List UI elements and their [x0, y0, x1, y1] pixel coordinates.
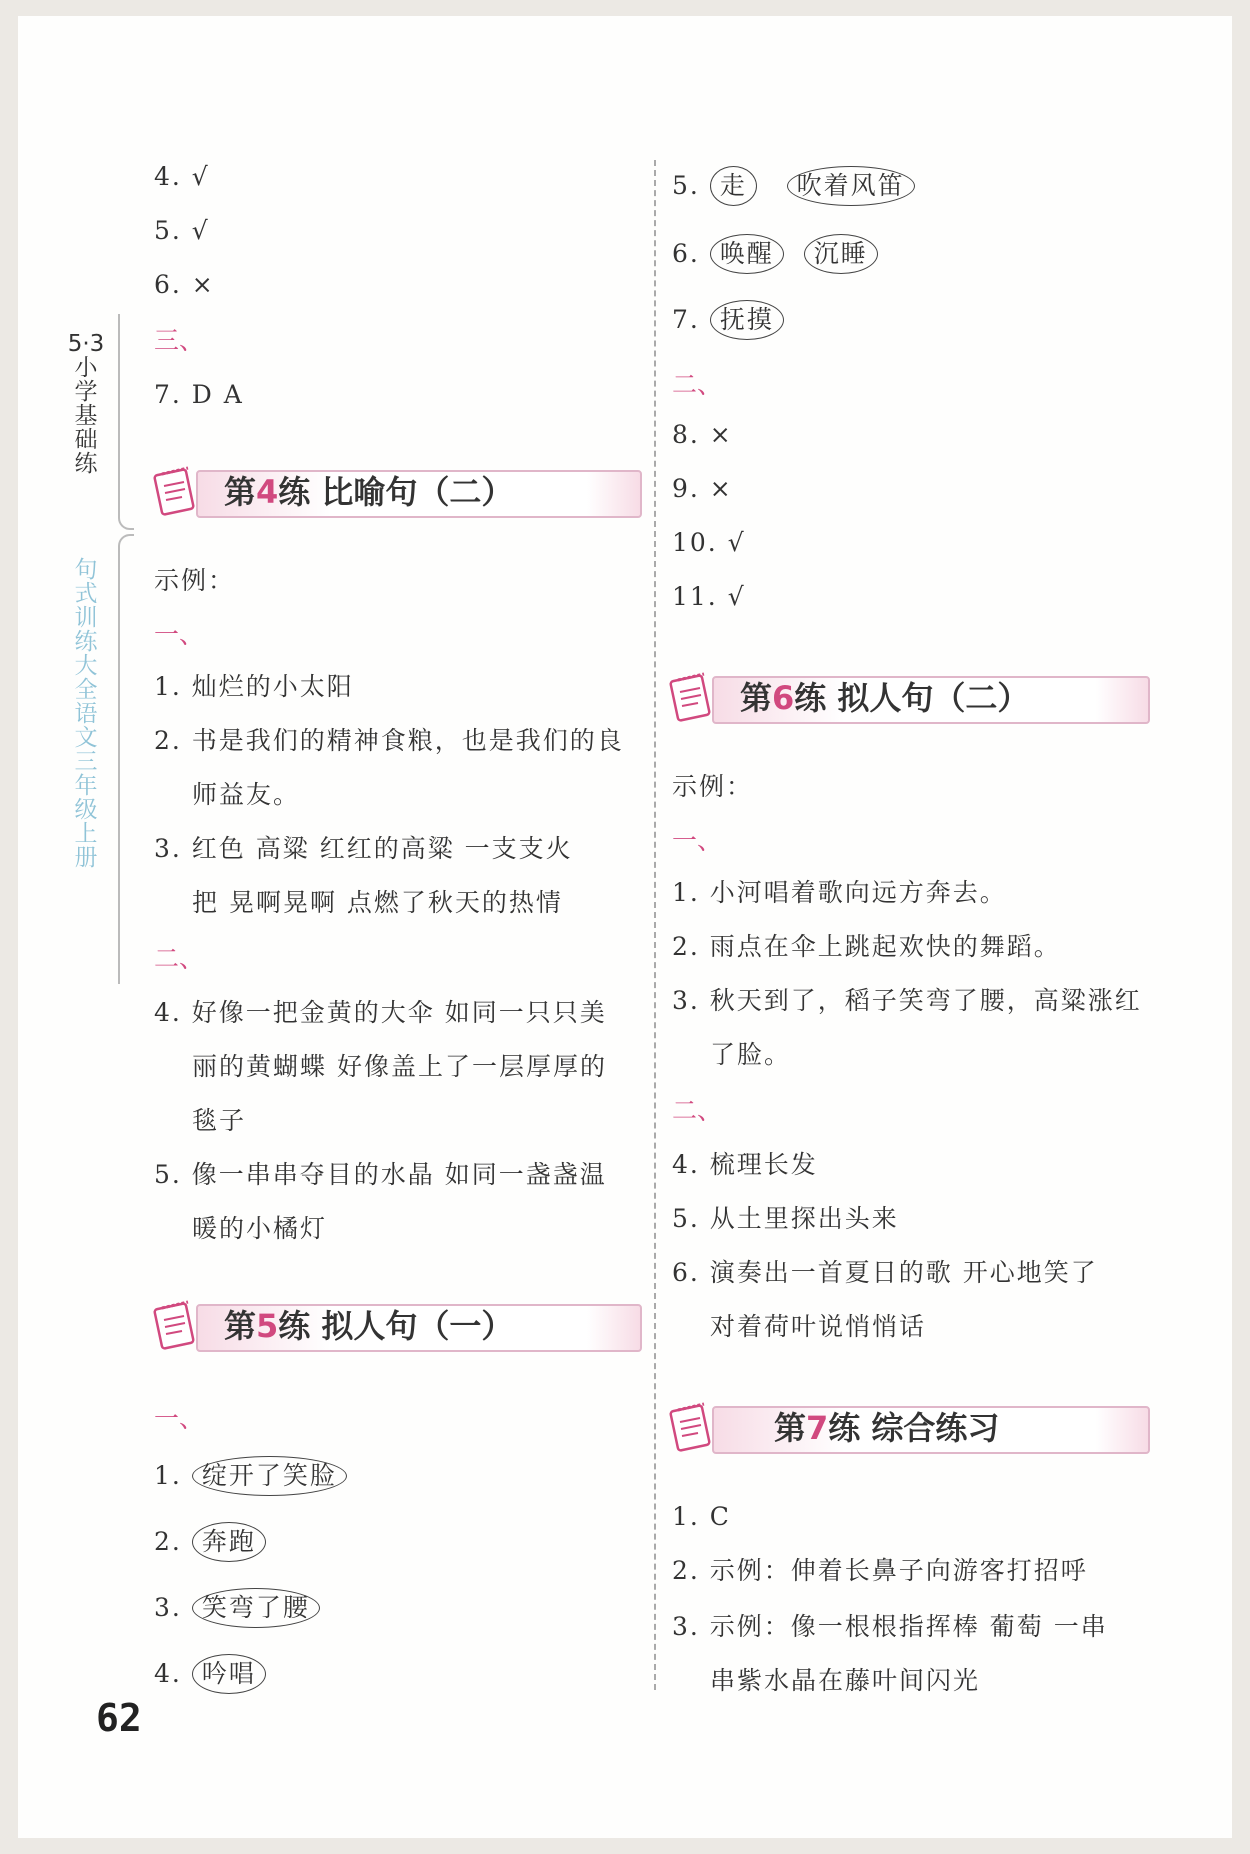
answer-line: 对着荷叶说悄悄话 [710, 1312, 927, 1341]
book-series-label: 5·3小学基础练 [67, 331, 105, 477]
circled-answer: 绽开了笑脸 [192, 1456, 347, 1496]
answer-line: 丽的黄蝴蝶 好像盖上了一层厚厚的 [192, 1052, 607, 1081]
answer-line: 6. 演奏出一首夏日的歌 开心地笑了 [672, 1258, 1098, 1287]
answer-line: 5. 从土里探出头来 [672, 1204, 899, 1233]
circled-answer: 奔跑 [192, 1522, 266, 1562]
answer-line: 3. 示例：像一根根指挥棒 葡萄 一串 [672, 1612, 1108, 1641]
exercise-header [668, 1398, 1150, 1452]
exercise-header [152, 1296, 642, 1350]
answer-line: 6. × [154, 270, 215, 299]
circled-answer: 沉睡 [804, 234, 878, 274]
exercise-header [668, 668, 1150, 722]
answer-line: 把 晃啊晃啊 点燃了秋天的热情 [192, 888, 563, 917]
answer-line: 5. 走 吹着风笛 [672, 166, 915, 206]
exercise-title: 第4练 比喻句（二） [224, 473, 514, 511]
exercise-header [152, 462, 642, 516]
answer-line: 4. 好像一把金黄的大伞 如同一只只美 [154, 998, 607, 1027]
answer-line: 暖的小橘灯 [192, 1214, 328, 1243]
example-label: 示例： [154, 566, 236, 595]
answer-line: 1. 绽开了笑脸 [154, 1456, 347, 1496]
spine-bracket [118, 534, 134, 984]
example-label: 示例： [672, 772, 754, 801]
answer-line: 4. √ [154, 162, 210, 191]
book-title-label: 句式训练大全 语文 三年级 上册 [74, 557, 98, 871]
answer-line: 1. 小河唱着歌向远方奔去。 [672, 878, 1007, 907]
answer-line: 师益友。 [192, 780, 301, 809]
answer-line: 5. 像一串串夺目的水晶 如同一盏盏温 [154, 1160, 607, 1189]
notepad-icon [152, 1296, 200, 1350]
answer-line: 了脸。 [710, 1040, 792, 1069]
exercise-title: 第5练 拟人句（一） [224, 1307, 514, 1345]
section-marker: 二、 [154, 944, 205, 973]
section-marker: 三、 [154, 326, 205, 355]
answer-line: 7. 抚摸 [672, 300, 784, 340]
answer-line: 6. 唤醒 沉睡 [672, 234, 878, 274]
answer-line: 2. 示例：伸着长鼻子向游客打招呼 [672, 1556, 1088, 1585]
answer-line: 11. √ [672, 582, 746, 611]
answer-line: 8. × [672, 420, 733, 449]
circled-answer: 吹着风笛 [787, 166, 915, 206]
section-marker: 二、 [672, 370, 723, 399]
answer-line: 4. 吟唱 [154, 1654, 266, 1694]
notepad-icon [668, 668, 716, 722]
answer-line: 1. 灿烂的小太阳 [154, 672, 354, 701]
circled-answer: 笑弯了腰 [192, 1588, 320, 1628]
answer-line: 9. × [672, 474, 733, 503]
answer-line: 10. √ [672, 528, 746, 557]
answer-line: 3. 秋天到了，稻子笑弯了腰，高粱涨红 [672, 986, 1142, 1015]
answer-line: 1. C [672, 1502, 731, 1531]
answer-line: 4. 梳理长发 [672, 1150, 818, 1179]
section-marker: 二、 [672, 1096, 723, 1125]
section-marker: 一、 [154, 620, 205, 649]
answer-line: 2. 奔跑 [154, 1522, 266, 1562]
answer-line: 3. 红色 高粱 红红的高粱 一支支火 [154, 834, 573, 863]
circled-answer: 吟唱 [192, 1654, 266, 1694]
section-marker: 一、 [672, 826, 723, 855]
exercise-title: 第6练 拟人句（二） [740, 679, 1030, 717]
exercise-title: 第7练 综合练习 [774, 1409, 1000, 1447]
answer-line: 5. √ [154, 216, 210, 245]
answer-line: 串紫水晶在藤叶间闪光 [710, 1666, 981, 1695]
spine-bracket [118, 314, 134, 530]
answer-line: 2. 雨点在伞上跳起欢快的舞蹈。 [672, 932, 1061, 961]
answer-line: 毯子 [192, 1106, 247, 1135]
answer-line: 2. 书是我们的精神食粮，也是我们的良 [154, 726, 624, 755]
circled-answer: 走 [710, 166, 757, 206]
answer-line: 7. D A [154, 380, 244, 409]
page-number: 62 [96, 1696, 142, 1740]
answer-line: 3. 笑弯了腰 [154, 1588, 320, 1628]
notepad-icon [668, 1398, 716, 1452]
section-marker: 一、 [154, 1404, 205, 1433]
circled-answer: 唤醒 [710, 234, 784, 274]
column-divider [654, 160, 656, 1690]
circled-answer: 抚摸 [710, 300, 784, 340]
notepad-icon [152, 462, 200, 516]
